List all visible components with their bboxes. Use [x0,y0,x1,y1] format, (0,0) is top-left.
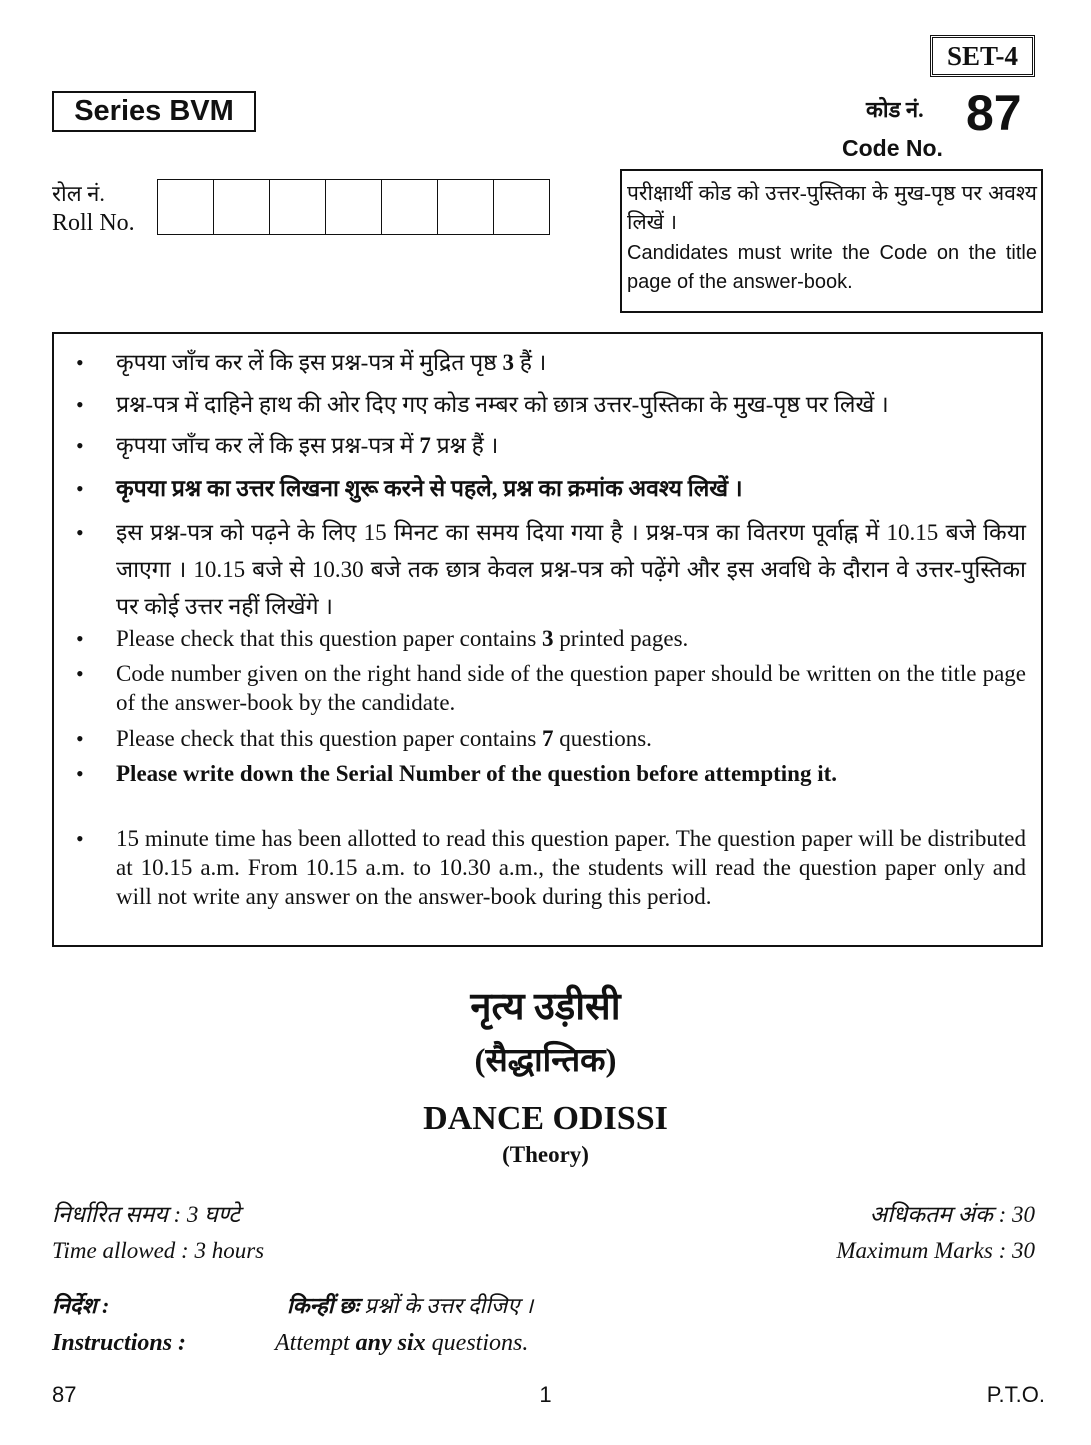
instruction-text-bold: 3 [542,626,554,651]
instruction-text-bold: 3 [502,350,514,375]
bullet-icon: • [76,626,84,651]
roll-label-hindi: रोल नं. [52,181,105,206]
code-label-english: Code No. [842,135,943,161]
instruction-text: questions. [553,726,652,751]
candidate-note-english: Candidates must write the Code on the title page of the answer-book. [627,242,1037,293]
bullet-icon: • [76,661,84,686]
instructions-text [275,1330,528,1357]
roll-cell[interactable] [158,180,214,234]
candidate-note-hindi: परीक्षार्थी कोड को उत्तर-पुस्तिका के मुख-पृष्ठ पर अवश्य लिखें । [627,181,1037,234]
code-label-hindi: कोड नं. [866,97,924,122]
instruction-text: कृपया जाँच कर लें कि इस प्रश्न-पत्र में मुद्रित पृष्ठ [116,350,503,375]
instruction-text: Please write down the Serial Number of the question before attempting it. [116,761,838,786]
instructions-text-part: questions. [425,1330,529,1356]
roll-cell[interactable] [382,180,438,234]
instruction-text: प्रश्न हैं । [430,433,499,458]
series-label: Series BVM [52,91,256,132]
footer-code: 87 [52,1382,77,1407]
candidate-note-box [620,169,1043,313]
subject-title-hindi: नृत्य उड़ीसी [470,986,621,1028]
instruction-text-bold: 7 [542,726,554,751]
instructions-label: Instructions : [52,1330,187,1356]
instruction-text: इस प्रश्न-पत्र को पढ़ने के लिए 15 मिनट का समय दिया गया है । प्रश्न-पत्र का वितरण पूर्वाह्न में 10.15 बजे किया जाएगा । 10.15 बजे से 10.30 बजे तक छात्र केवल प्रश्न-पत्र को पढ़ेंगे और इस अवधि के दौरान वे उत्तर-पुस्तिका पर कोई उत्तर नहीं लिखेंगे । [116,520,1026,619]
direction-label-hindi: निर्देश : [52,1293,110,1318]
general-instructions-box [52,332,1043,947]
code-number: 87 [966,85,1022,141]
roll-cell[interactable] [326,180,382,234]
subject-subtitle-english: (Theory) [502,1142,589,1167]
instruction-text: हैं । [513,350,547,375]
direction-text-bold: किन्हीं छः [287,1293,359,1318]
roll-number-boxes[interactable] [157,179,550,235]
subject-title-english: DANCE ODISSI [423,1100,668,1137]
direction-text-rest: प्रश्नों के उत्तर दीजिए । [358,1293,534,1318]
bullet-icon: • [76,761,84,786]
bullet-icon: • [76,433,84,458]
bullet-icon: • [76,350,84,375]
set-label: SET-4 [930,35,1035,77]
bullet-icon: • [76,392,84,417]
page-number: 1 [539,1382,552,1407]
instruction-text: Please check that this question paper contains [116,626,543,651]
instruction-text: कृपया प्रश्न का उत्तर लिखना शुरू करने से पहले, प्रश्न का क्रमांक अवश्य लिखें । [116,476,743,501]
roll-cell[interactable] [494,180,549,234]
roll-cell[interactable] [438,180,494,234]
roll-cell[interactable] [270,180,326,234]
time-allowed-english: Time allowed : 3 hours [52,1238,265,1263]
max-marks-hindi: अधिकतम अंक : 30 [869,1202,1035,1227]
subject-subtitle-hindi: (सैद्धान्तिक) [474,1043,617,1079]
pto-label: P.T.O. [986,1382,1045,1407]
instructions-text-part: Attempt [275,1330,356,1356]
bullet-icon: • [76,520,84,545]
time-allowed-hindi: निर्धारित समय : 3 घण्टे [52,1202,240,1227]
instruction-text: कृपया जाँच कर लें कि इस प्रश्न-पत्र में [116,433,420,458]
bullet-icon: • [76,726,84,751]
bullet-icon: • [76,476,84,501]
instructions-text-bold: any six [355,1330,426,1356]
instruction-text: 15 minute time has been allotted to read this question paper. The question paper will be distributed at 10.15 a.m. From 10.15 a.m. to 10.30 a.m., the students will read the question paper only and will not write any answer on the answer-book during this period. [116,826,1026,909]
instruction-text-bold: 7 [419,433,431,458]
instruction-text: printed pages. [553,626,689,651]
bullet-icon: • [76,826,84,851]
instruction-text: प्रश्न-पत्र में दाहिने हाथ की ओर दिए गए कोड नम्बर को छात्र उत्तर-पुस्तिका के मुख-पृष्ठ पर लिखें । [116,392,889,417]
instruction-text: Please check that this question paper contains [116,726,543,751]
direction-text-hindi [287,1290,533,1320]
roll-label-english: Roll No. [52,210,135,236]
roll-cell[interactable] [214,180,270,234]
max-marks-english: Maximum Marks : 30 [836,1238,1035,1263]
instruction-text: Code number given on the right hand side of the question paper should be written on the title page of the answer-book by the candidate. [116,661,1026,715]
